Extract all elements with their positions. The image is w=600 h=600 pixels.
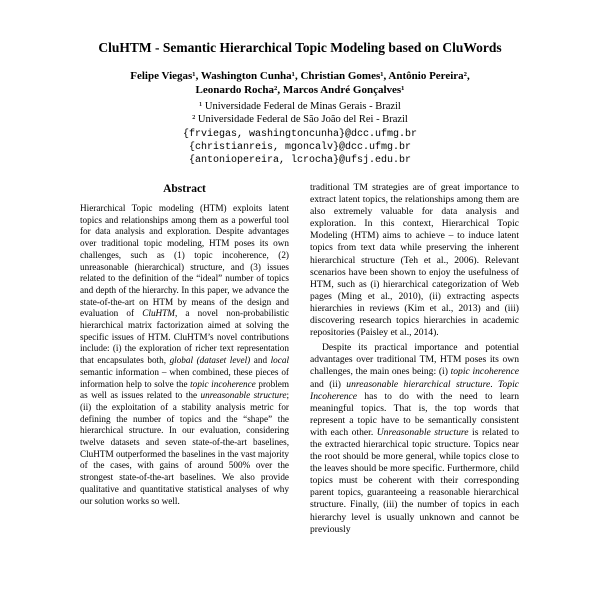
- authors-line-2: Leonardo Rocha², Marcos André Gonçalves¹: [195, 84, 405, 96]
- abstract-heading: Abstract: [163, 183, 206, 195]
- right-column: [310, 182, 519, 536]
- affiliations-block: [0, 100, 600, 126]
- authors-line-1: Felipe Viegas¹, Washington Cunha¹, Christian Gomes¹, Antônio Pereira²,: [130, 70, 470, 82]
- affiliation-2: ² Universidade Federal de São João del Rei - Brazil: [192, 114, 408, 125]
- email-line-2: {christianreis, mgoncalv}@dcc.ufmg.br: [188, 142, 412, 153]
- paper-title: CluHTM - Semantic Hierarchical Topic Modeling based on CluWords: [98, 40, 502, 55]
- emails-block: [0, 128, 600, 167]
- email-line-3: {antoniopereira, lcrocha}@ufsj.edu.br: [188, 155, 412, 166]
- authors-block: [0, 69, 600, 97]
- intro-paragraph-1: traditional TM strategies are of great importance to extract latent topics, the relationships among them are also extremely valuable for data analysis and exploration. In this context, Hierarchical Topic Modeling (HTM) aims to achieve – to induce latent topics from text data while preserving the inherent hierarchical structure (Teh et al., 2006). Relevant scenarios have been shown to enjoy the usefulness of HTM, such as (i) hierarchical categorization of Web pages (Ming et al., 2010), (ii) extracting aspects hierarchies in reviews (Kim et al., 2013) and (iii) discovering research topics hierarchies in academic repositories (Paisley et al., 2014).: [310, 182, 519, 339]
- intro-paragraph-2: Despite its practical importance and potential advantages over traditional TM, HTM poses its own challenges, the main ones being: (i) topic incoherence and (ii) unreasonable hierarchical structure. Topic Incoherence has to do with the need to learn meaningful topics. That is, the top words that represent a topic have to be semantically consistent with each other. Unreasonable structure is related to the extracted hierarchical topic structure. Topics near the root should be more general, while topics close to the leaves should be more specific. Furthermore, child topics must be coherent with their corresponding parent topics, guaranteeing a reasonable hierarchical structure. Finally, (iii) the number of topics in each hierarchy level is usually unknown and cannot be previously: [310, 342, 520, 535]
- two-column-body: [80, 182, 520, 536]
- affiliation-1: ¹ Universidade Federal de Minas Gerais - Brazil: [199, 101, 401, 112]
- left-column: [80, 182, 289, 536]
- abstract-text: Hierarchical Topic modeling (HTM) exploits latent topics and relationships among them as a powerful tool for data analysis and exploration. Despite advantages over traditional topic modeling, HTM poses its own challenges, such as (1) topic incoherence, (2) unreasonable (hierarchical) structure, and (3) issues related to the definition of the “ideal” number of topics and depth of the hierarchy. In this paper, we advance the state-of-the-art on HTM by means of the design and evaluation of CluHTM, a novel non-probabilistic hierarchical matrix factorization aimed at solving the specific issues of HTM. CluHTM’s novel contributions include: (i) the exploration of richer text representation that encapsulates both, global (dataset level) and local semantic information – when combined, these pieces of information help to solve the topic incoherence problem as well as issues related to the unreasonable structure; (ii) the exploitation of a stability analysis metric for defining the number of topics and the “shape” the hierarchical structure. In our evaluation, considering twelve datasets and seven state-of-the-art baselines, CluHTM outperformed the baselines in the vast majority of the cases, with gains of around 500% over the strongest state-of-the-art baselines. We also provide qualitative and quantitative statistical analyses of why our solution works so well.: [80, 203, 290, 506]
- email-line-1: {frviegas, washingtoncunha}@dcc.ufmg.br: [182, 129, 418, 140]
